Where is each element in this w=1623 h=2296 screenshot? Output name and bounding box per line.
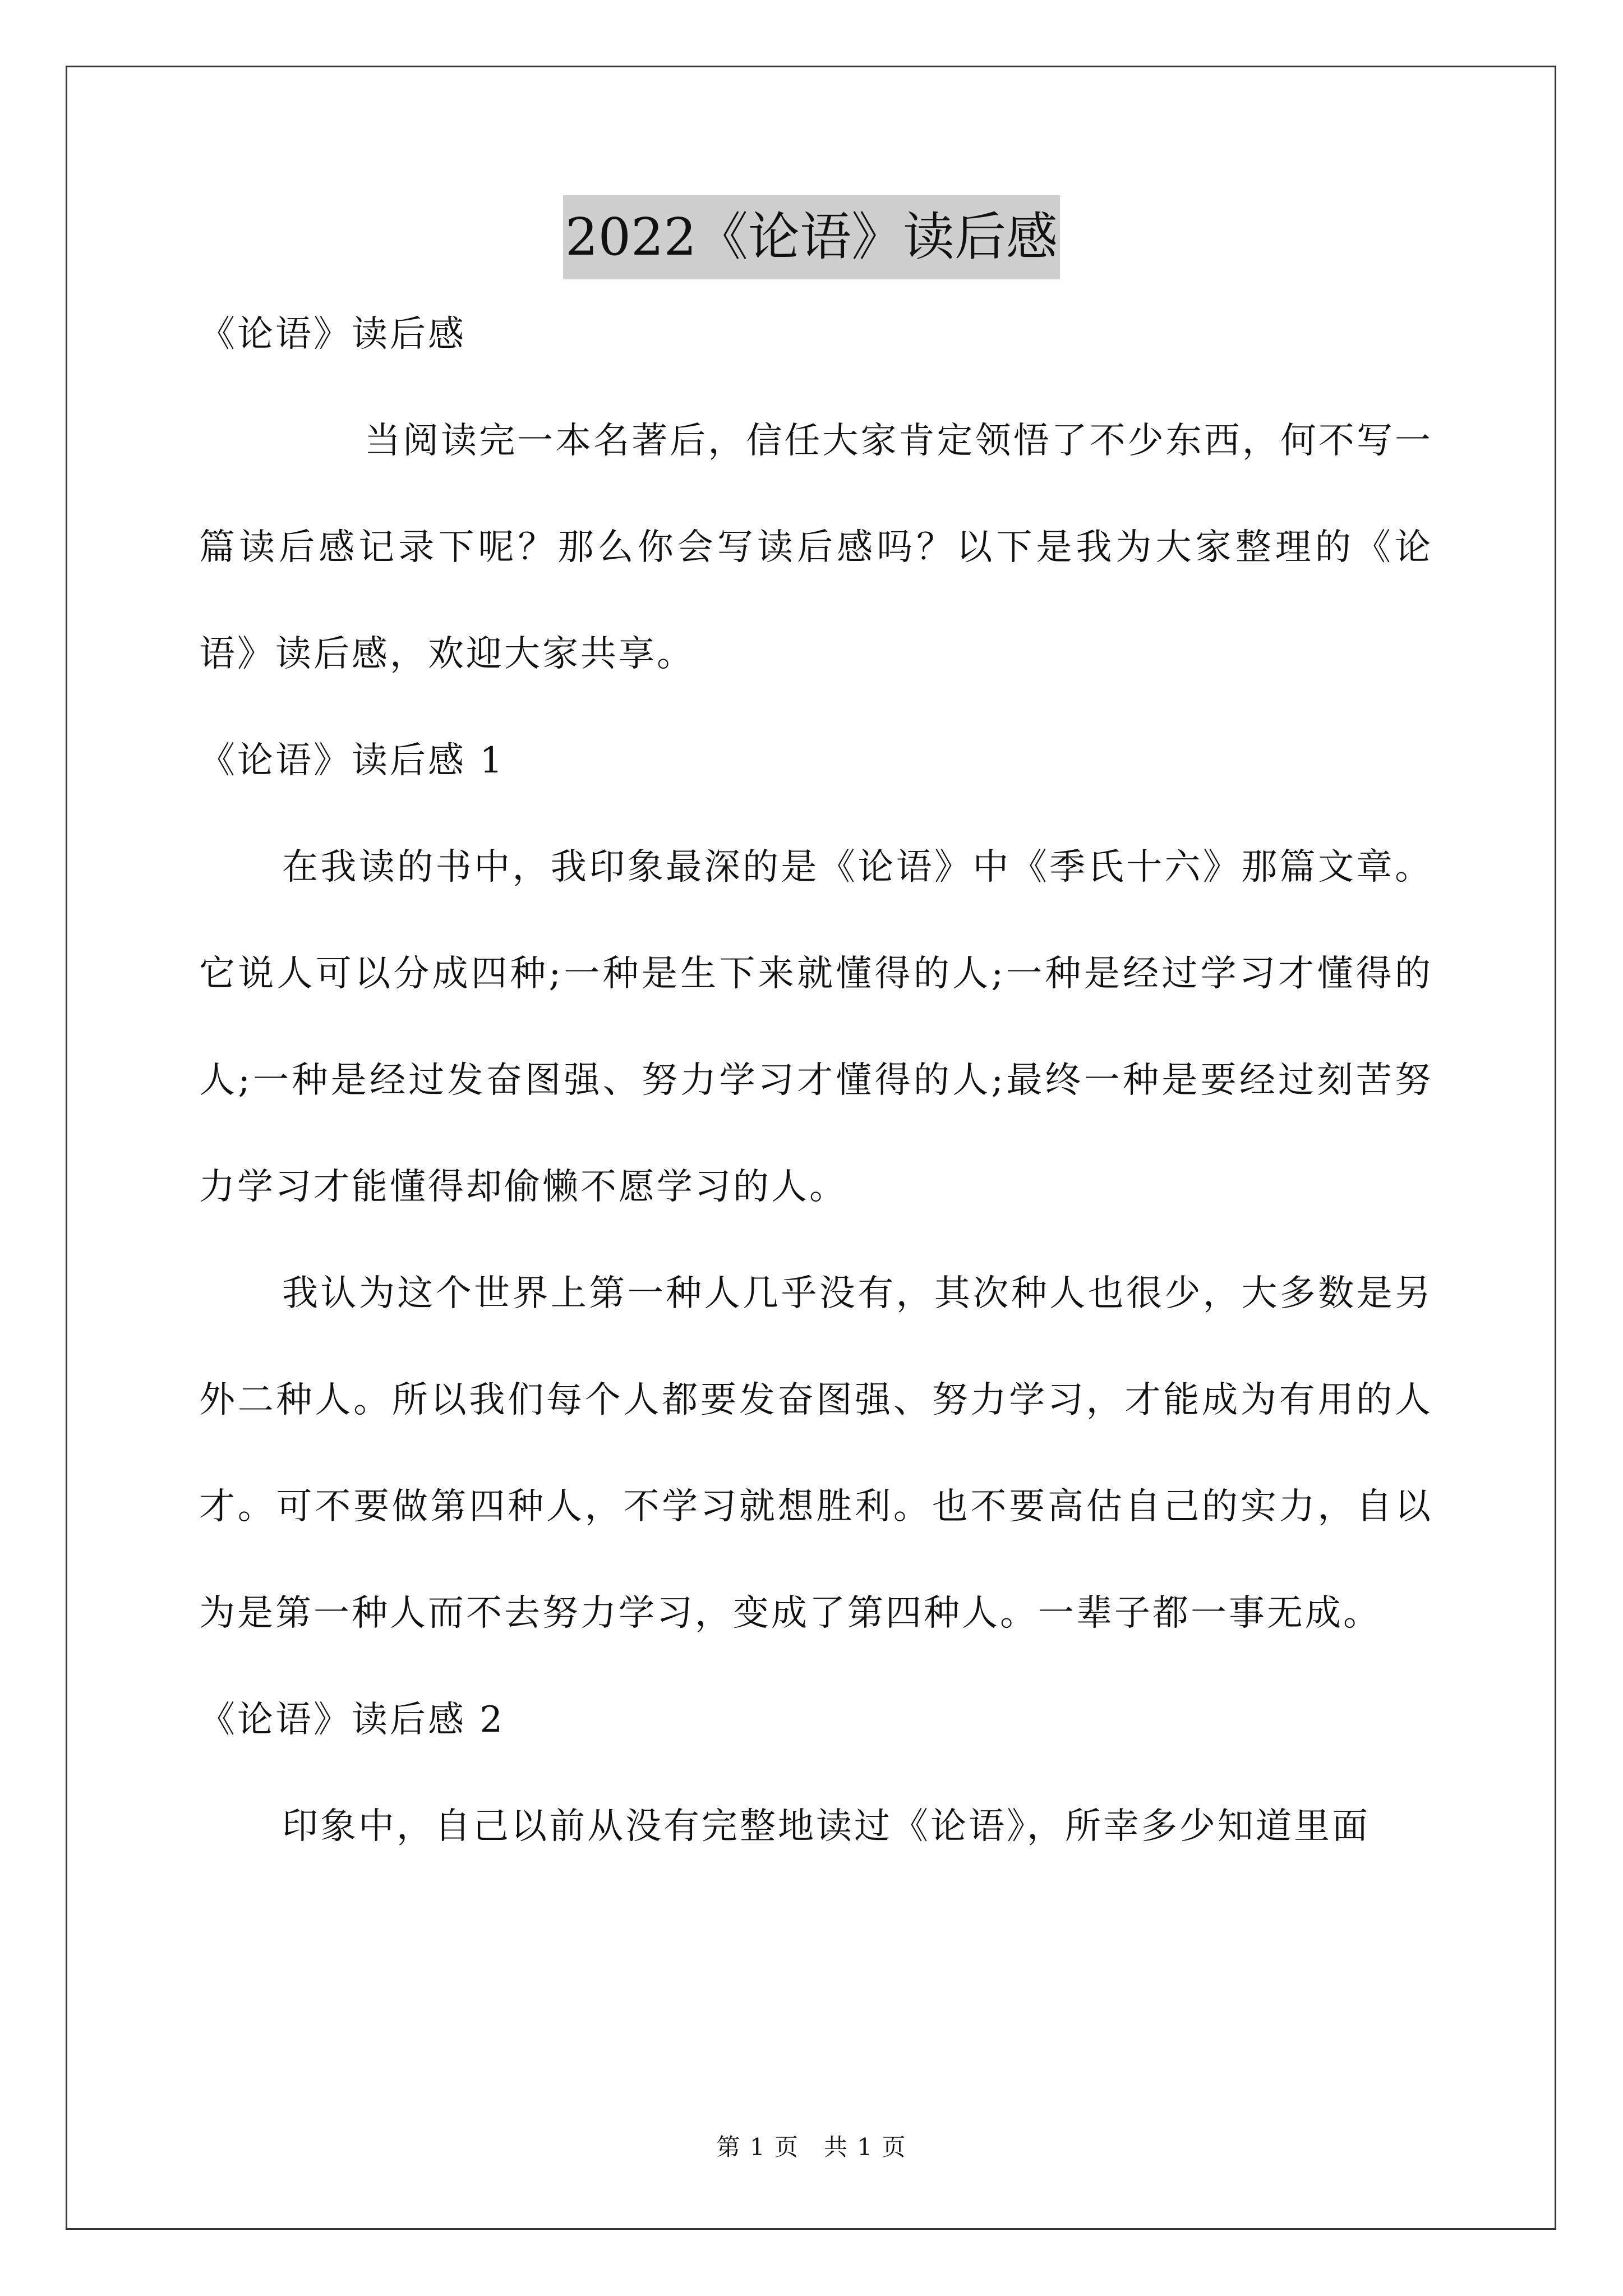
section2-heading: 《论语》读后感 2 xyxy=(199,1699,505,1741)
section1-paragraph-2: 我认为这个世界上第一种人几乎没有，其次种人也很少，大多数是另外二种人。所以我们每个人都要发奋图强、努力学习，才能成为有用的人才。可不要做第四种人，不学习就想胜利。也不要高估自己的实力，自以为是第一种人而不去努力学习，变成了第四种人。一辈子都一事无成。 xyxy=(199,1273,1433,1634)
document-body xyxy=(199,307,1433,1906)
page-footer xyxy=(0,2131,1623,2164)
page-number: 第 1 页 共 1 页 xyxy=(716,2133,907,2161)
document-title xyxy=(0,195,1623,279)
section1-heading: 《论语》读后感 1 xyxy=(199,740,505,781)
section2-paragraph-1: 印象中，自己以前从没有完整地读过《论语》，所幸多少知道里面 xyxy=(282,1806,1370,1847)
document-title-text: 2022《论语》读后感 xyxy=(563,195,1060,279)
subtitle-heading: 《论语》读后感 xyxy=(199,314,466,355)
intro-paragraph: 当阅读完一本名著后，信任大家肯定领悟了不少东西，何不写一篇读后感记录下呢？那么你会写读后感吗？以下是我为大家整理的《论语》读后感，欢迎大家共享。 xyxy=(199,420,1433,675)
section1-paragraph-1: 在我读的书中，我印象最深的是《论语》中《季氏十六》那篇文章。它说人可以分成四种;一种是生下来就懂得的人;一种是经过学习才懂得的人;一种是经过发奋图强、努力学习才懂得的人;最终一种是要经过刻苦努力学习才能懂得却偷懒不愿学习的人。 xyxy=(199,846,1433,1208)
